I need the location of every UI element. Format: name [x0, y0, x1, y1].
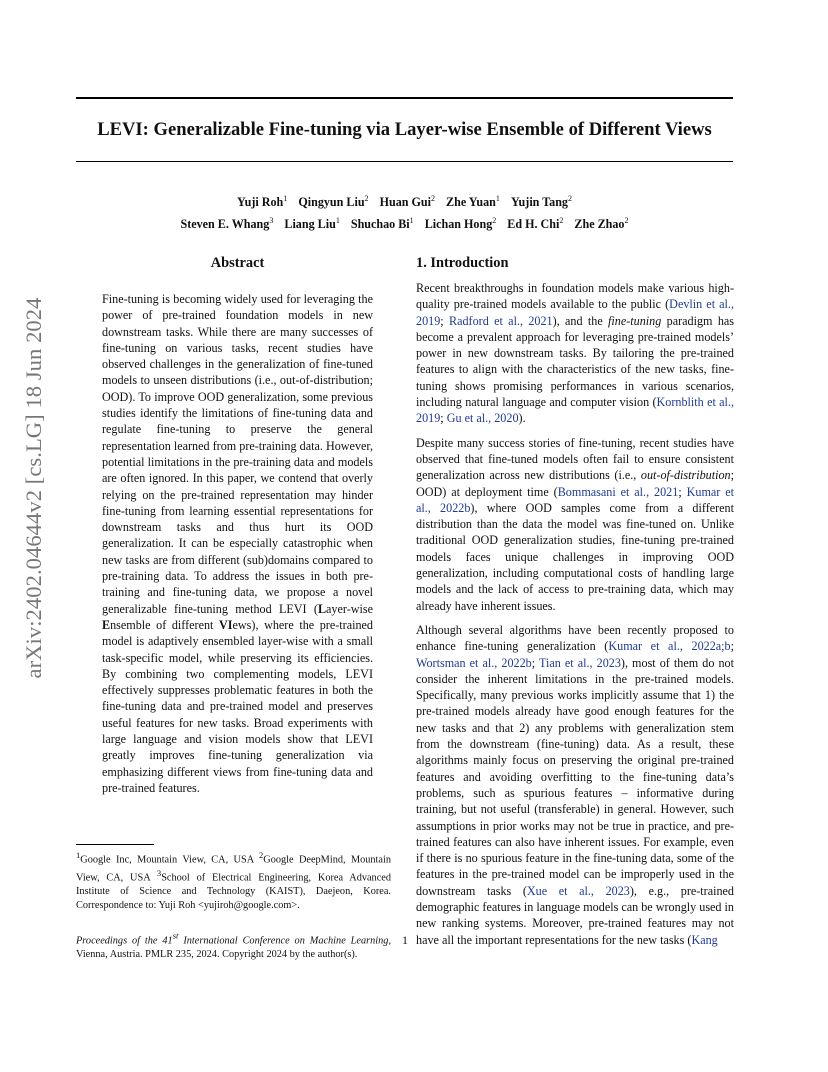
citation-link[interactable]: Kang [691, 932, 718, 947]
citation-link[interactable]: Kumar et al., 2022b [416, 484, 735, 515]
citation-link[interactable]: Xue et al., 2023 [526, 883, 630, 898]
author: Qingyun Liu$^2$ [298, 194, 369, 210]
title-bottom-rule [76, 161, 733, 162]
citation-link[interactable]: Kornblith et al., 2019 [416, 395, 734, 426]
arxiv-identifier: arXiv:2402.04644v2 [cs.LG] 18 Jun 2024 [21, 297, 46, 679]
author: Liang Liu$^1$ [284, 215, 340, 231]
proceedings-note: Proceedings of the 41st International Conference on Machine Learning, Vienna, Austria. PMLR 235, 2024. Copyright 2024 by the author(s). [76, 931, 392, 961]
author: Zhe Zhao$^2$ [574, 215, 629, 231]
author: Ed H. Chi$^2$ [507, 215, 564, 231]
author: Huan Gui$^2$ [379, 194, 436, 210]
author: Lichan Hong$^2$ [424, 215, 497, 231]
author: Shuchao Bi$^1$ [350, 215, 414, 231]
author-line-1 [76, 190, 733, 212]
citation-link[interactable]: Kumar et al., 2022a;b [608, 639, 731, 654]
introduction-heading: 1. Introduction [416, 255, 509, 271]
citation-link[interactable]: Bommasani et al., 2021 [557, 484, 679, 499]
intro-paragraph-1: Recent breakthroughs in foundation models make various high-quality pre-trained models available to the public (Devlin et al., 2019; Radford et al., 2021), and the fine-tuning paradigm has become a prevalent approach for leveraging pre-trained models’ power in new downstream tasks. By tailoring the pre-trained features to align with the characteristics of the new tasks, fine-tuning shows promising performances in various scenarios, including natural language and computer vision (Kornblith et al., 2019; Gu et al., 2020). [416, 281, 735, 426]
citation-link[interactable]: Tian et al., 2023 [539, 655, 621, 670]
abstract-text: Fine-tuning is becoming widely used for leveraging the power of pre-trained foundation models in new downstream tasks. While there are many successes of fine-tuning on various tasks, recent studies have observed challenges in the generalization of fine-tuned models to unseen distributions (i.e., out-of-distribution; OOD). To improve OOD generalization, some previous studies identify the limitations of fine-tuning data and regulate fine-tuning to preserve the general representation learned from pre-training data. However, potential limitations in the pre-training data and models are often ignored. In this paper, we contend that overly relying on the pre-trained representation may hinder fine-tuning from learning essential representations for downstream tasks and thus hurt its OOD generalization. It can be especially catastrophic when new tasks are from different (sub)domains compared to pre-training data. To address the issues in both pre-training and fine-tuning data, we propose a novel generalizable fine-tuning method LEVI (Layer-wise Ensemble of different VIews), where the pre-trained model is adaptively ensembled layer-wise with a small task-specific model, while preserving its efficiencies. By combining two complementing models, LEVI effectively suppresses problematic features in both the fine-tuning data and pre-trained model and preserves useful features for new tasks. Broad experiments with large language and vision models show that LEVI greatly improves fine-tuning generalization via emphasizing different views from fine-tuning data and pre-trained features. [102, 292, 373, 795]
author: Zhe Yuan$^1$ [446, 194, 500, 210]
top-rule [76, 97, 733, 99]
author: Steven E. Whang$^3$ [180, 215, 274, 231]
author-list [76, 190, 733, 233]
citation-link[interactable]: Wortsman et al., 2022b [416, 655, 532, 670]
intro-paragraph-3: Although several algorithms have been recently proposed to enhance fine-tuning generalization (Kumar et al., 2022a;b; Wortsman et al., 2022b; Tian et al., 2023), most of them do not consider the inherent limitations in the pre-trained models. Specifically, many previous works implicitly assume that 1) the pre-trained models already have good enough features for the new tasks and that 2) any problems with generalization stem from the downstream (fine-tuning) data. As a result, these algorithms mainly focus on preserving the original pre-trained features and avoiding overfitting to the fine-tuning data’s problems, such as spurious features – informative during training, but not useful (transferable) in general. However, such assumptions in prior works may not be true in practice, and pre-trained features can also have inherent issues. For example, even if there is no spurious feature in the fine-tuning data, some of the features in the pre-trained model can be improperly used in the downstream tasks (Xue et al., 2023), e.g., pre-trained demographic features in language models can be wrongly used in new ranking systems. Moreover, pre-trained features may not have all the important representations for the new tasks (Kang [416, 622, 735, 947]
citation-link[interactable]: Radford et al., 2021 [448, 313, 553, 328]
paper-title: LEVI: Generalizable Fine-tuning via Layer-wise Ensemble of Different Views [97, 119, 712, 140]
intro-paragraph-2: Despite many success stories of fine-tuning, recent studies have observed that fine-tuned models often fail to ensure consistent generalization across new distributions (i.e., out-of-distribution; OOD) at deployment time (Bommasani et al., 2021; Kumar et al., 2022b), where OOD samples come from a different distribution than the data the model was fine-tuned on. Unlike traditional OOD generalization studies, fine-tuning pre-trained models faces unique challenges in improving OOD generalization, including computational costs of handling large models and the lack of access to pre-training data, which may already have inherent issues. [416, 435, 735, 613]
author-line-2 [76, 212, 733, 234]
abstract-heading: Abstract [210, 255, 265, 271]
page-number: 1 [402, 933, 408, 947]
introduction-body [416, 280, 734, 948]
footnote-rule [76, 844, 154, 845]
affiliations-footnote: $^1$Google Inc, Mountain View, CA, USA $^2$Google DeepMind, Mountain View, CA, USA $^3$School of Electrical Engineering, Korea Advanced Institute of Science and Technology (KAIST), Daejeon, Korea. Correspondence to: Yuji Roh <yujiroh@google.com>. [76, 850, 391, 911]
author: Yujin Tang$^2$ [510, 194, 572, 210]
citation-link[interactable]: Gu et al., 2020 [446, 411, 519, 426]
citation-link[interactable]: Devlin et al., 2019 [416, 297, 734, 328]
arxiv-sidebar [8, 290, 60, 686]
author: Yuji Roh$^1$ [237, 194, 288, 210]
